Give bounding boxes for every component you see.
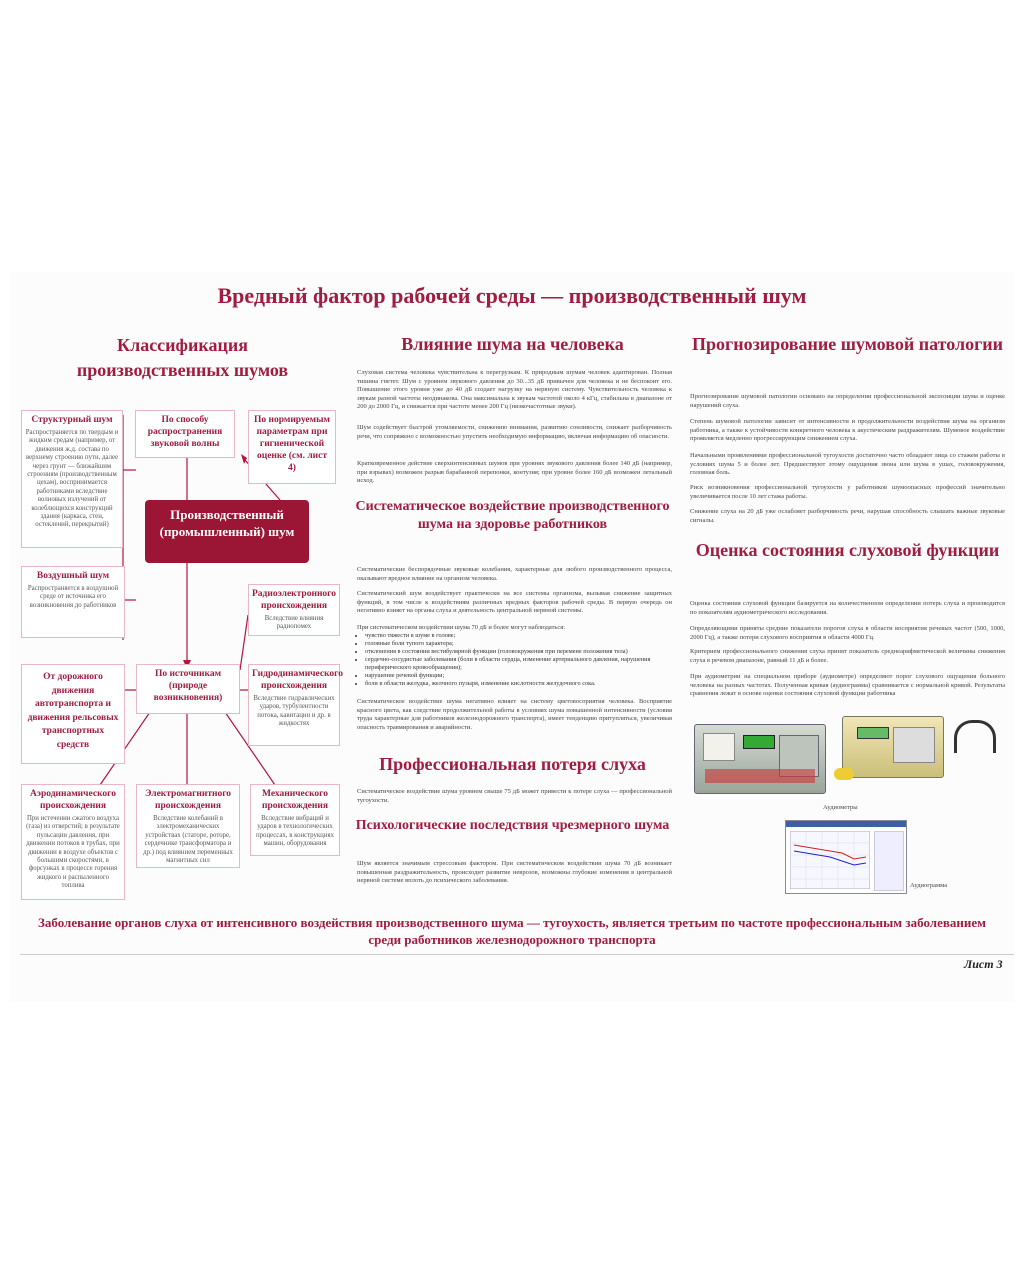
systematic-paragraph-1: Систематические беспорядочные звуковые колебания, характерные для любого производственного процесса, оказывают вредное влияние на организм человека. (357, 566, 672, 582)
box-hydro (248, 664, 344, 746)
list-item: • чувство тяжести в шуме в голове; (365, 632, 672, 640)
forecast-paragraph-2: Степень шумовой патологии зависит от интенсивности и продолжительности воздействия шума на организм работника, а также к устойчивости конкретного человека к акустическим раздражителям. Шумовое воздействие проявляется медленно прогрессирующим снижением слуха. (690, 418, 1005, 442)
forecast-paragraph-5: Снижение слуха на 20 дБ уже ослабляет разборчивость речи, нарушая способность слышать важные звуковые сигналы. (690, 508, 1005, 524)
loss-paragraph-1: Систематическое воздействие шума уровнем свыше 75 дБ может привести к потере слуха — профессиональной тугоухости. (357, 788, 672, 804)
control-strip-icon (705, 769, 815, 783)
box-by-wave (135, 410, 235, 458)
box-hydro-title: Гидродинамического происхождения (252, 669, 344, 691)
symptoms-list (357, 630, 672, 688)
response-button-icon (834, 768, 854, 780)
psych-paragraph-1: Шум является значимым стрессовым фактором. При систематическом воздействии шума 70 дБ возникает повышенная раздражительность, происходит развитие неврозов, возможны глубокие изменения в центральной нервной системе вплоть до психического заболевания. (357, 860, 672, 884)
box-road-title: От дорожного движения автотранспорта и движения рельсовых транспортных средств (27, 672, 119, 750)
box-mech (250, 784, 340, 856)
footer-divider (20, 954, 1014, 955)
box-airborne-desc: Распространяется в воздушной среде от источника его возникновения до работников (27, 585, 119, 609)
box-mech-title: Механического происхождения (261, 789, 329, 811)
forecast-paragraph-1: Прогнозирование шумовой патологии основано на определении профессиональной экспозиции шума и оценке нарушений слуха. (690, 393, 1005, 409)
influence-paragraph-3: Кратковременное действие сверхинтенсивных шумов при уровнях звукового давления более 140 дБ (например, при взрывах) возможен разрыв барабанной перепонки, контузия; при уровне более 160 дБ возможен летальный исход. (357, 460, 672, 484)
box-by-source (136, 664, 240, 714)
display-icon (743, 735, 775, 749)
central-noise-box: Производственный (промышленный) шум (145, 500, 309, 563)
assessment-paragraph-3: Критерием профессионального снижения слуха принят показатель среднеарифметической величины снижения слуха в речевом диапазоне, равный 11 дБ и более. (690, 648, 1005, 664)
audiometer-2 (842, 716, 944, 778)
box-by-wave-title: По способу распространения звуковой волны (147, 415, 223, 449)
box-electro-desc: Вследствие колебаний в электромеханических устройствах (статоре, роторе, сердечнике трансформатора и др.) под влиянием переменных магнитных сил (143, 815, 233, 865)
box-mech-desc: Вследствие вибраций и ударов в технологических процессах, в конструкциях машин, оборудования (256, 815, 334, 848)
box-structural-desc: Распространяется по твердым и жидким средам (например, от движения ж.д. состава по верхнему строению пути, далее через грунт — ближайшим строениям (производственным цехам), воспринимается работниками вследствие волновых излучений от колеблющихся конструкций здания (каркаса, стен, остеклений, перекрытий) (25, 429, 119, 529)
display-icon (857, 727, 889, 739)
keypad-icon (893, 727, 935, 763)
box-electro (136, 784, 240, 868)
box-aero-desc: При истечении сжатого воздуха (газа) из отверстий; в результате пульсации давления, при движении потоков в трубах, при движении в воздухе объектов с большими скоростями, в форсунках в процессе горения жидкого и распыленного топлива (26, 815, 120, 890)
systematic-paragraph-3: При систематическом воздействии шума 70 дБ и более могут наблюдаться: (357, 624, 566, 631)
audiometers-illustration (692, 712, 1012, 800)
box-hydro-desc: Вследствие гидравлических ударов, турбулентности потока, кавитации и др. в жидкостях (253, 695, 335, 728)
box-radio-desc: Вследствие влияния радиопомех (264, 615, 324, 631)
caption-audiometers: Аудиометры (823, 804, 858, 811)
arrow-head (241, 454, 247, 464)
box-by-source-title: По источникам (природе возникновения) (153, 669, 223, 703)
box-aero-title: Аэродинамического происхождения (29, 789, 116, 811)
assessment-heading: Оценка состояния слуховой функции (695, 540, 1000, 560)
systematic-paragraph-4: Систематическое воздействие шума негативно влияет на систему цветовосприятия человека. Восприятие красного цвета, как следствие продолжительной работы в условиях шума повышенной интенсивности (условия труда характерные для работников железнодорожного транспорта), имеет тенденцию притупляться, увеличивая опасность травмирования и аварийности. (357, 698, 672, 731)
box-structural (21, 410, 123, 548)
list-item: • нарушение речевой функции; (365, 672, 672, 680)
box-road (21, 664, 125, 764)
audiogram-illustration (785, 820, 907, 894)
box-aero (21, 784, 125, 900)
list-item: • сердечно-сосудистые заболевания (боли в области сердца, изменение артериального давления, нарушения периферического кровообращения); (365, 656, 672, 672)
forecast-heading: Прогнозирование шумовой патологии (692, 334, 1003, 354)
list-item: • головные боли тупого характера; (365, 640, 672, 648)
assessment-paragraph-1: Оценка состояния слуховой функции базируется на количественном определении потерь слуха и производится по показателям аудиометрического исследования. (690, 600, 1005, 616)
box-airborne (21, 566, 125, 638)
page-title: Вредный фактор рабочей среды — производственный шум (217, 283, 807, 308)
box-radio (248, 584, 340, 636)
loss-heading: Профессиональная потеря слуха (379, 754, 646, 774)
sheet-number: Лист 3 (964, 957, 1003, 971)
forecast-paragraph-4: Риск возникновения профессиональной тугоухости у работников шумоопасных профессий значительно увеличивается после 10 лет стажа работы. (690, 484, 1005, 500)
caption-audiogram: Аудиограмма (910, 882, 948, 889)
box-structural-title: Структурный шум (31, 415, 113, 425)
classification-heading: Классификация производственных шумов (76, 335, 289, 380)
influence-paragraph-1: Слуховая система человека чувствительна к перегрузкам. К природным шумам человек адаптирован. Полная тишина гнетет. Шум с уровнем звукового давления до 30...35 дБ привычен для человека и не беспокоит его. Повышение этого уровня уже до 40 дБ создает нагрузку на нервную систему. Чувствительность человека к звукам разной частоты неодинакова. Она максимальна к звукам частотой около 4 кГц, стабильна в диапазоне от 200 до 2000 Гц, и снижается при частоте менее 200 Гц (низкочастотные звуки). (357, 369, 672, 410)
audiometer-1 (694, 724, 826, 794)
connector-line (240, 615, 248, 670)
box-by-norm-title: По нормируемым параметрам при гигиенической оценке (см. лист 4) (253, 415, 330, 473)
box-electro-title: Электромагнитного происхождения (144, 789, 232, 811)
audiogram-chart-icon (790, 831, 870, 889)
paper-printer-icon (703, 733, 735, 761)
bottom-statement: Заболевание органов слуха от интенсивного воздействия производственного шума — тугоухость, является третьим по частоте профессиональным заболеванием среди работников железнодорожного транспорта (38, 915, 986, 947)
box-by-norm (248, 410, 336, 484)
list-item: • боли в области желудка, желчного пузыря, изменение кислотности желудочного сока. (365, 680, 672, 688)
side-panel-icon (874, 831, 904, 891)
forecast-paragraph-3: Начальными проявлениями профессиональной тугоухости достаточно часто обладают лица со стажем работы в условиях шума 5 и более лет. Предшествуют этому ощущения звона или шума в ушах, головокружения, головная боль. (690, 452, 1005, 476)
systematic-heading: Систематическое воздействие производственного шума на здоровье работников (355, 499, 670, 532)
psych-heading: Психологические последствия чрезмерного шума (355, 818, 670, 833)
box-airborne-title: Воздушный шум (36, 571, 110, 581)
assessment-paragraph-4: При аудиометрии на специальном приборе (аудиометре) определяют порог слухового ощущения больного человека на разных частотах. Полученная кривая (аудиограмма) сравнивается с нормальной кривой. Результаты сравнения лежат в основе оценки состояния слуховой функции работника (690, 673, 1005, 697)
window-titlebar-icon (786, 821, 906, 827)
assessment-paragraph-2: Определяющими приняты средние показатели порогов слуха в области восприятия речевых частот (500, 1000, 2000 Гц), а также потери слухового восприятия в области 4000 Гц. (690, 625, 1005, 641)
box-radio-title: Радиоэлектронного происхождения (252, 589, 336, 611)
influence-heading: Влияние шума на человека (401, 334, 624, 354)
list-item: • отклонения в состоянии вестибулярной функции (головокружения при перемене положения тела) (365, 648, 672, 656)
headphones-icon (954, 720, 996, 753)
systematic-paragraph-2: Систематический шум воздействует практически на все системы организма, вызывая снижение защитных функций, в том числе к воздействиям различных вредных факторов рабочей среды. В первую очередь он негативно влияет на органы слуха и деятельность центральной нервной системы. (357, 590, 672, 614)
influence-paragraph-2: Шум содействует быстрой утомляемости, снижению внимания, развитию сонливости, снижает разборчивость речи, что сопряжено с возможностью упустить необходимую информацию, включая информацию об опасности. (357, 424, 672, 440)
